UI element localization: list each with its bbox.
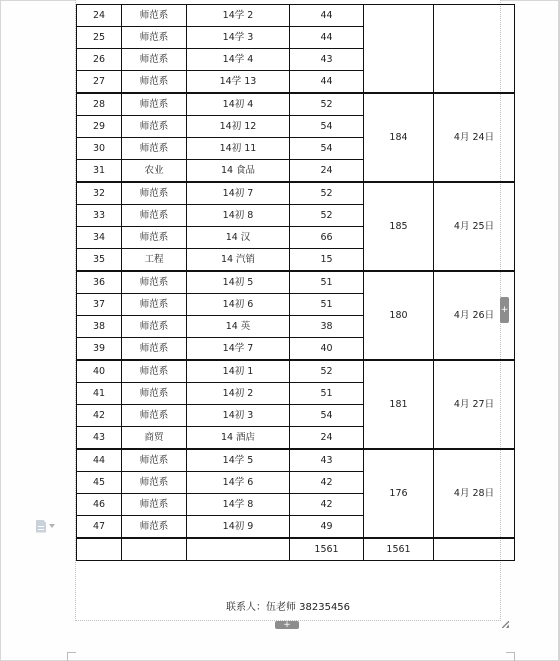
student-count: 43 bbox=[290, 449, 364, 472]
department: 师范系 bbox=[122, 93, 187, 116]
student-count: 44 bbox=[290, 27, 364, 49]
group-date bbox=[434, 5, 515, 94]
page-corner-mark bbox=[67, 652, 76, 661]
empty-cell bbox=[187, 538, 290, 561]
contact-line: 联系人：伍老师 38235456 bbox=[225, 602, 351, 613]
class-name: 14初 3 bbox=[187, 405, 290, 427]
student-count: 51 bbox=[290, 294, 364, 316]
row-number: 31 bbox=[77, 160, 122, 183]
row-number: 38 bbox=[77, 316, 122, 338]
department: 农业 bbox=[122, 160, 187, 183]
empty-cell bbox=[122, 538, 187, 561]
total-sum: 1561 bbox=[364, 538, 434, 561]
class-name: 14初 11 bbox=[187, 138, 290, 160]
department: 师范系 bbox=[122, 271, 187, 294]
empty-cell bbox=[77, 538, 122, 561]
student-count: 54 bbox=[290, 116, 364, 138]
row-number: 40 bbox=[77, 360, 122, 383]
student-count: 66 bbox=[290, 227, 364, 249]
department: 师范系 bbox=[122, 27, 187, 49]
class-name: 14初 2 bbox=[187, 383, 290, 405]
student-count: 15 bbox=[290, 249, 364, 272]
chevron-down-icon bbox=[49, 524, 55, 528]
student-count: 49 bbox=[290, 516, 364, 539]
group-total: 181 bbox=[364, 360, 434, 449]
plus-icon: + bbox=[500, 305, 509, 315]
class-name: 14初 9 bbox=[187, 516, 290, 539]
class-name: 14学 2 bbox=[187, 5, 290, 27]
student-count: 44 bbox=[290, 71, 364, 94]
class-name: 14 汉 bbox=[187, 227, 290, 249]
group-date: 4月 27日 bbox=[434, 360, 515, 449]
department: 师范系 bbox=[122, 516, 187, 539]
class-name: 14 食品 bbox=[187, 160, 290, 183]
row-number: 24 bbox=[77, 5, 122, 27]
student-count: 54 bbox=[290, 138, 364, 160]
department: 师范系 bbox=[122, 405, 187, 427]
empty-cell bbox=[434, 538, 515, 561]
department: 师范系 bbox=[122, 360, 187, 383]
class-name: 14学 7 bbox=[187, 338, 290, 361]
department: 师范系 bbox=[122, 138, 187, 160]
group-date: 4月 26日 bbox=[434, 271, 515, 360]
table-row bbox=[77, 5, 515, 27]
department: 师范系 bbox=[122, 294, 187, 316]
class-name: 14初 8 bbox=[187, 205, 290, 227]
row-number: 47 bbox=[77, 516, 122, 539]
row-number: 45 bbox=[77, 472, 122, 494]
department: 师范系 bbox=[122, 49, 187, 71]
department: 师范系 bbox=[122, 227, 187, 249]
group-total: 176 bbox=[364, 449, 434, 538]
document-icon[interactable] bbox=[36, 518, 62, 534]
total-row bbox=[77, 538, 515, 561]
row-number: 46 bbox=[77, 494, 122, 516]
class-name: 14 英 bbox=[187, 316, 290, 338]
row-number: 41 bbox=[77, 383, 122, 405]
class-name: 14初 1 bbox=[187, 360, 290, 383]
department: 师范系 bbox=[122, 494, 187, 516]
department: 师范系 bbox=[122, 449, 187, 472]
table-row bbox=[77, 93, 515, 116]
department: 师范系 bbox=[122, 338, 187, 361]
group-date: 4月 25日 bbox=[434, 182, 515, 271]
table-row bbox=[77, 360, 515, 383]
department: 师范系 bbox=[122, 71, 187, 94]
group-total: 184 bbox=[364, 93, 434, 182]
class-name: 14初 12 bbox=[187, 116, 290, 138]
add-column-button[interactable] bbox=[500, 297, 509, 323]
row-number: 26 bbox=[77, 49, 122, 71]
row-number: 29 bbox=[77, 116, 122, 138]
department: 师范系 bbox=[122, 383, 187, 405]
student-count: 43 bbox=[290, 49, 364, 71]
group-date: 4月 24日 bbox=[434, 93, 515, 182]
class-name: 14学 6 bbox=[187, 472, 290, 494]
student-count: 42 bbox=[290, 494, 364, 516]
student-count: 40 bbox=[290, 338, 364, 361]
class-name: 14学 4 bbox=[187, 49, 290, 71]
class-name: 14初 5 bbox=[187, 271, 290, 294]
row-number: 32 bbox=[77, 182, 122, 205]
group-total: 185 bbox=[364, 182, 434, 271]
class-name: 14 酒店 bbox=[187, 427, 290, 450]
row-number: 28 bbox=[77, 93, 122, 116]
row-number: 42 bbox=[77, 405, 122, 427]
student-count: 51 bbox=[290, 271, 364, 294]
class-name: 14初 7 bbox=[187, 182, 290, 205]
row-number: 37 bbox=[77, 294, 122, 316]
row-number: 34 bbox=[77, 227, 122, 249]
class-name: 14学 3 bbox=[187, 27, 290, 49]
student-count: 52 bbox=[290, 205, 364, 227]
group-total bbox=[364, 5, 434, 94]
department: 师范系 bbox=[122, 316, 187, 338]
group-total: 180 bbox=[364, 271, 434, 360]
row-number: 30 bbox=[77, 138, 122, 160]
student-count: 24 bbox=[290, 427, 364, 450]
class-name: 14初 4 bbox=[187, 93, 290, 116]
student-count: 42 bbox=[290, 472, 364, 494]
department: 师范系 bbox=[122, 182, 187, 205]
class-name: 14学 5 bbox=[187, 449, 290, 472]
department: 师范系 bbox=[122, 5, 187, 27]
student-count: 52 bbox=[290, 360, 364, 383]
row-number: 39 bbox=[77, 338, 122, 361]
plus-icon: + bbox=[283, 620, 291, 630]
table-row bbox=[77, 271, 515, 294]
student-count: 44 bbox=[290, 5, 364, 27]
document-sheet-icon bbox=[36, 520, 46, 533]
student-count: 52 bbox=[290, 93, 364, 116]
student-count: 24 bbox=[290, 160, 364, 183]
row-number: 36 bbox=[77, 271, 122, 294]
class-name: 14学 8 bbox=[187, 494, 290, 516]
student-count: 38 bbox=[290, 316, 364, 338]
class-name: 14 汽销 bbox=[187, 249, 290, 272]
row-number: 35 bbox=[77, 249, 122, 272]
row-number: 33 bbox=[77, 205, 122, 227]
student-count: 54 bbox=[290, 405, 364, 427]
class-name: 14学 13 bbox=[187, 71, 290, 94]
student-count: 52 bbox=[290, 182, 364, 205]
total-count: 1561 bbox=[290, 538, 364, 561]
table-row bbox=[77, 449, 515, 472]
department: 师范系 bbox=[122, 205, 187, 227]
department: 师范系 bbox=[122, 116, 187, 138]
department: 工程 bbox=[122, 249, 187, 272]
page-corner-mark bbox=[506, 652, 515, 661]
row-number: 25 bbox=[77, 27, 122, 49]
group-date: 4月 28日 bbox=[434, 449, 515, 538]
row-number: 44 bbox=[77, 449, 122, 472]
resize-handle-icon[interactable] bbox=[502, 621, 509, 628]
row-number: 43 bbox=[77, 427, 122, 450]
add-row-button[interactable] bbox=[275, 621, 299, 629]
department: 师范系 bbox=[122, 472, 187, 494]
table-row bbox=[77, 182, 515, 205]
class-name: 14初 6 bbox=[187, 294, 290, 316]
student-count: 51 bbox=[290, 383, 364, 405]
schedule-table bbox=[76, 4, 515, 561]
row-number: 27 bbox=[77, 71, 122, 94]
department: 商贸 bbox=[122, 427, 187, 450]
